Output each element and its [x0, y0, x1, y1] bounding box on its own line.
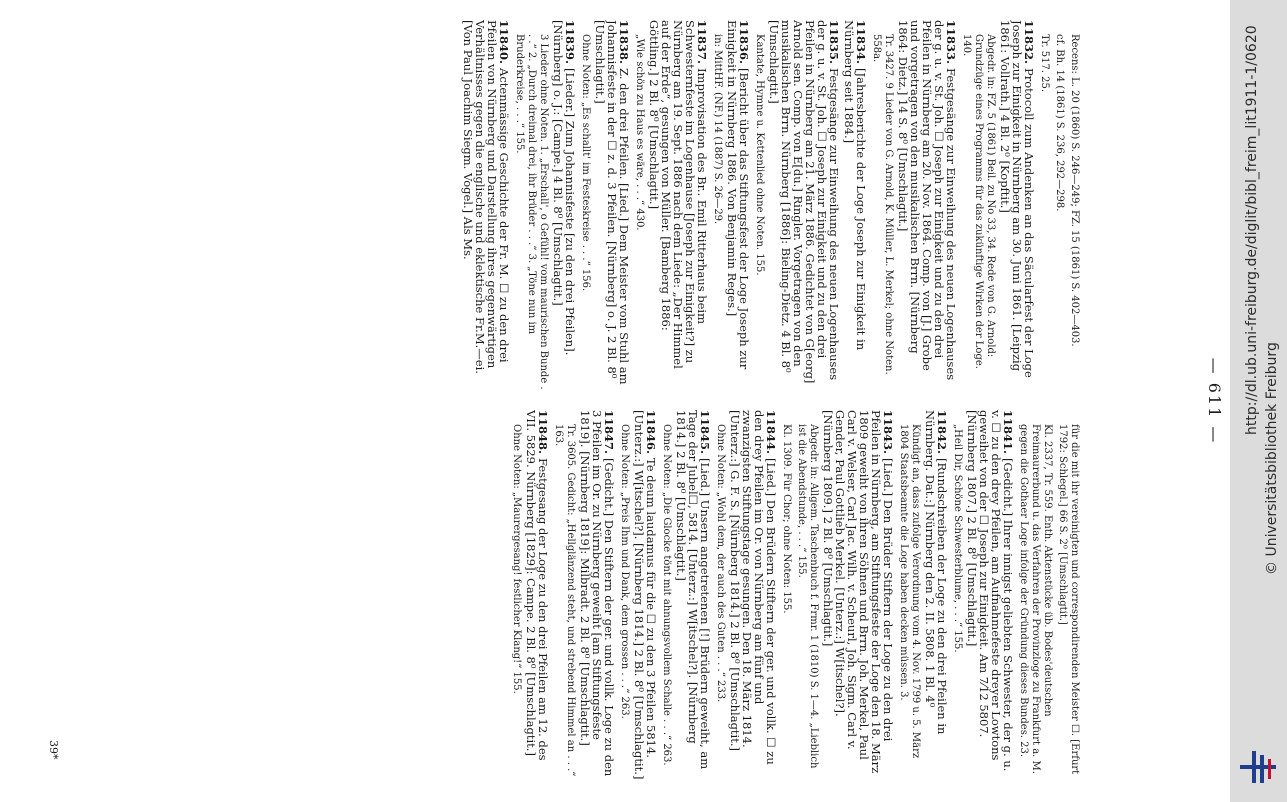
- entry-text: cf. Bh. 14 (1861) S. 236, 292—298.: [1054, 34, 1065, 212]
- entry-number: 11842.: [935, 410, 949, 455]
- bibliography-entry: [594, 20, 630, 390]
- bibliography-entry: [999, 20, 1035, 390]
- entry-text: Ohne Noten: „Wohl dem, der auch des Guten . . .“ 233.: [715, 424, 726, 703]
- bibliography-entry: [1038, 20, 1050, 390]
- entry-text: Recens: L. 20 (1860) S. 246—249; FZ. 15 (1861) S. 402—403.: [1069, 34, 1080, 347]
- entry-number: 11836.: [737, 20, 751, 65]
- ub-freiburg-logo-icon: [1238, 745, 1278, 785]
- entry-number: 11841.: [1001, 410, 1015, 455]
- bibliography-entry: [660, 410, 672, 780]
- entry-text: Actenmässige Geschichte der Fr. M. ☐ zu den drei Pfeilen von Nürnberg und Darstellung ihres gegenwärtigen Verhältnisses gegen die englische und eklektische Fr.M.—ei. [Von Paul Joachim Siegm. Vogel.] Als Ms.: [461, 20, 511, 374]
- bibliography-entry: [648, 20, 708, 390]
- entry-text: Te deum laudamus für die ☐ zu den 3 Pfeilen 5814. [Unterz.:] W[itschel?]. [Nürnberg 1814.] 2 Bl. 8⁰ [Umschlagtit.]: [632, 410, 658, 780]
- bibliography-entry: [951, 410, 963, 780]
- entry-number: 11848.: [536, 410, 550, 455]
- entry-number: 11839.: [563, 20, 577, 65]
- entry-text: Kündigt an, dass zufolge Verordnung vom 4. Nov. 1799 u. 5. März 1804 Staatsbeamte die Loge haben decken müssen. 3.: [898, 424, 921, 759]
- entry-text: 3 Lieder ohne Noten. 1. „Erschall', o Gefühl! vom maurischen Bunde . . .“ 2. „Durch dreimal drei, ihr Brüder . . .“ 3. „Töne nun im Bruderkreise, . . .“ 155.: [514, 34, 549, 390]
- entry-number: 11845.: [698, 410, 712, 455]
- bibliography-entry: [1068, 20, 1080, 390]
- entry-text: Ohne Noten: „Es schallt' im Festeskreise . . .“ 156.: [580, 34, 591, 292]
- entry-text: Protocoll zum Andenken an das Säcularfest der Loge Joseph zur Einigkeit in Nürnberg am 30. Juni 1861. [Leipzig 1861: Vollrath.] 4 Bl. 2⁰ [Kopftit.]: [998, 20, 1036, 378]
- entry-text: [Jahresberichte der Loge Joseph zur Einigkeit in Nürnberg seit 1884.]: [842, 20, 868, 351]
- bibliography-entry: [960, 20, 996, 390]
- bibliography-entry: [768, 20, 840, 390]
- entry-text: „Heil Dir, Schöne Schwesterblume, . . .“ 155.: [952, 424, 963, 653]
- entry-number: 11834.: [854, 20, 868, 65]
- entry-number: 11832.: [1022, 20, 1036, 65]
- copyright-notice: © Universitätsbibliothek Freiburg: [1264, 342, 1280, 575]
- entry-text: Kl. 2337, Tr. 559. Enth. Aktenstücke üb. Bodes'deutschen Freimaurerbund u. das Verfahren der Provinzloge zu Frankfurt a. M. gegen die Gothaer Loge infolge der Gründung dieses Bundes. 23.: [1018, 424, 1053, 774]
- bibliography-entry: [726, 20, 750, 390]
- bibliography-entry: [618, 410, 630, 780]
- entry-text: Ohne Noten: „Die Glocke tönt mit ahnungsvollem Schalle . . .“ 263.: [661, 424, 672, 766]
- entry-text: Z. den drei Pfeilen. [Lied.] Dem Meister vom Stuhl am Johannisfeste in der ☐ z. d. 3 Pfeilen. [Nürnberg] o. J. 2 Bl. 8⁰ [Umschlagtit.]: [593, 20, 631, 385]
- entry-text: Tr. 517. 25.: [1039, 34, 1050, 93]
- entry-text: [Lieder.] Zum Johannisfeste [zu den drei Pfeilen]. [Nürnberg] o. J.: [Campe.] 4 Bl. 8⁰ [Umschlagtit.]: [551, 20, 577, 356]
- entry-text: Kl. 1309. Für Chor; ohne Noten: 155.: [781, 424, 792, 614]
- bibliography-entry: [897, 410, 921, 780]
- entry-text: „Wie schön zu Haus es wäre, . . .“ 430.: [634, 34, 645, 231]
- bibliography-entry: [633, 20, 645, 390]
- entry-text: Festgesang der Loge zu den drei Pfeilen am 12. des VII. 5829. Nürnberg [1829]: Campe. 2 Bl. 8⁰ [Umschlagtit.]: [524, 410, 550, 761]
- bibliography-entry: [822, 410, 894, 780]
- entry-text: Kantate, Hymne u. Kettenlied ohne Noten. 155.: [754, 34, 765, 276]
- entry-text: Tr. 3605. Gedicht: „Hellglänzend steht, und strebend Himmel an . . .“ 163.: [553, 424, 576, 777]
- bibliography-entry: [633, 410, 657, 780]
- entry-text: [Lied.] Unsern angetretenen [!] Brüdern geweiht, am Tage der Jubel☐, 5814. [Unterz.:] W[itschel?]. [Nürnberg 1814.] 2 Bl. 8⁰ [Umschlagtit.]: [674, 410, 712, 770]
- bibliography-entry: [897, 20, 957, 390]
- bibliography-entry: [552, 410, 576, 780]
- bibliography-entry: [753, 20, 765, 390]
- entry-text: in: MittHF. (NF.) 14 (1887) S. 26—29.: [712, 34, 723, 225]
- bibliography-entry: [1017, 410, 1053, 780]
- catchword: 39*: [47, 740, 60, 760]
- entry-text: für die mit ihr vereinigten und correspondirenden Meister ☐. [Erfurt 1792: Schlegel.] 66 S. 2⁰ [Umschlagtit.]: [1057, 424, 1080, 775]
- entry-text: [Bericht über das Stiftungsfest der Loge Joseph zur Einigkeit in Nürnberg 1886. Von Benjamin Reges.]: [725, 20, 751, 370]
- entry-number: 11838.: [617, 20, 631, 65]
- entry-number: 11833.: [944, 20, 958, 65]
- bibliography-entry: [1056, 410, 1080, 780]
- entry-text: [Gedicht.] Ihrer innigst geliebten Schwester, der g. u. v. ☐ zu den drey Pfeilen, am Aufnahmefeste dreyer Lowtons geweihet von der ☐ Joseph zur Einigkeit. Am 7⁄12 5807. [Nürnberg 1807.] 2 Bl. 8⁰ [Umschlagtit.]: [965, 410, 1015, 772]
- bibliography-entry: [843, 20, 867, 390]
- entry-number: 11847.: [602, 410, 616, 455]
- entry-text: Abgedr. in: Allgem. Taschenbuch f. Frmr. 1 (1810) S. 1—4. „Lieblich ist die Abendstunde, . . .“ 155.: [796, 424, 819, 769]
- entry-text: [Rundschreiben der Loge zu den drei Pfeilen in Nürnberg. Dat.:] Nürnberg den 2. II. 5808. 1 Bl. 4⁰: [923, 410, 949, 735]
- bibliography-entry: [513, 20, 549, 390]
- page-header: — 611 —: [1205, 357, 1224, 445]
- entry-text: Abgedr. in: FZ. 5 (1861) Beil. zu No 33, 34. Rede von G. Arnold: Grundzüge eines Programms für das zukünftige Wirken der Loge. 140.: [961, 34, 996, 369]
- entry-text: Ohne Noten: „Preis Ihm und Dank, dem grossen . . .“ 263.: [619, 424, 630, 719]
- bibliography-entry: [675, 410, 711, 780]
- bibliography-entry: [714, 410, 726, 780]
- bibliography-entry: [525, 410, 549, 780]
- bibliography-entry: [780, 410, 792, 780]
- bibliography-entry: [552, 20, 576, 390]
- entry-text: Improvisation des Br.. Emil Ritterhaus beim Schwesternfeste im Logenhause [Joseph zur Einigkeit?] zu Nürnberg am 19. Sept. 1886 nach dem Liede: „Der Himmel auf der Erde“, gesungen von Müller. [Bamberg 1886: Göttling.] 2 Bl. 8⁰ [Umschlagtit.]: [647, 20, 709, 369]
- entry-number: 11835.: [827, 20, 841, 65]
- left-column: [80, 20, 1080, 390]
- bibliography-entry: [795, 410, 819, 780]
- entry-text: [Gedicht.] Den Stiftern der ger. und vollk. Loge zu den 3 Pfeilen im Or. zu Nürnberg geweiht [am Stiftungsfeste 1819]. [Nürnberg 1819]: Milbradt. 2 Bl. 8⁰ [Umschlagtit.]: [578, 410, 616, 777]
- entry-text: Tr. 3427. 9 Lieder von G. Arnold, K. Müller, L. Merkel; ohne Noten. 558a.: [871, 34, 894, 375]
- entry-text: Ohne Noten: „Maurergesang! festlicher Klang!“ 155.: [511, 424, 522, 694]
- bibliography-entry: [870, 20, 894, 390]
- bibliography-entry: [579, 410, 615, 780]
- entry-number: 11846.: [644, 410, 658, 455]
- entry-number: 11837.: [695, 20, 709, 65]
- bibliography-entry: [711, 20, 723, 390]
- entry-number: 11844.: [764, 410, 778, 455]
- bibliography-entry: [729, 410, 777, 780]
- entry-text: [Lied.] Den Brüdern Stiftern der ger. und vollk. ☐ zu den drey Pfeilen im Or. von Nürnberg am fünf und zwanzigsten Stiftungstage gesungen. Den 18. März 1814. [Unterz.:] G. F. S. [Nürnberg 1814.] 2 Bl. 8⁰ [Umschlagtit.]: [728, 410, 778, 765]
- entry-text: Festgesänge zur Einweihung des neuen Logenhauses der g. u. v. St. Joh. ☐ Joseph zur Einigkeit und zu den drei Pfeilen in Nürnberg am 20. Nov. 1864. Comp. von [J.] Grobe und vorgetragen von den musikalischen Brrn. [Nürnberg 1864: Dietz.] 14 S. 8⁰ [Umschlagtit.]: [896, 20, 958, 381]
- source-url-link[interactable]: http://dl.ub.uni-freiburg.de/diglit/bibl_freim_lit1911-1/0620: [1244, 25, 1260, 435]
- bibliography-entry: [1053, 20, 1065, 390]
- right-column: [80, 410, 1080, 780]
- entry-text: Festgesänge zur Einweihung des neuen Logenhauses der g. u. v. St. Joh. ☐ Joseph zur Einigkeit und zu den drei Pfeilen in Nürnberg am 21. März 1886. Gedichtet von G[eorg] Arnold sen. Comp. von E[du.] Ringler. Vorgetragen von den musikalischen Brrn. Nürnberg [1886]: Bieling-Dietz. 4 Bl. 8⁰ [Umschlagtit.]: [767, 20, 841, 384]
- bibliography-entry: [579, 20, 591, 390]
- entry-number: 11840.: [497, 20, 511, 65]
- bibliography-entry: [966, 410, 1014, 780]
- bibliography-entry: [924, 410, 948, 780]
- entry-text: [Lied.] Den Brüder Stiftern der Loge zu den drei Pfeilen in Nürnberg, am Stiftungsfeste der Loge den 18. März 1809 geweiht von ihren Söhnen und Brrn. Joh. Merkel, Paul Carl v. Welser, Carl Jac. Wilh. v. Scheurl, Joh. Sigm. Carl v. Gender, Paul Gottlieb Merkel. [Unterz.:] W[itschel?]. [Nürnberg 1809.] 2 Bl. 8⁰ [Umschlagtit.]: [821, 410, 895, 774]
- entry-number: 11843.: [881, 410, 895, 455]
- bibliography-entry: [462, 20, 510, 390]
- bibliography-entry: [510, 410, 522, 780]
